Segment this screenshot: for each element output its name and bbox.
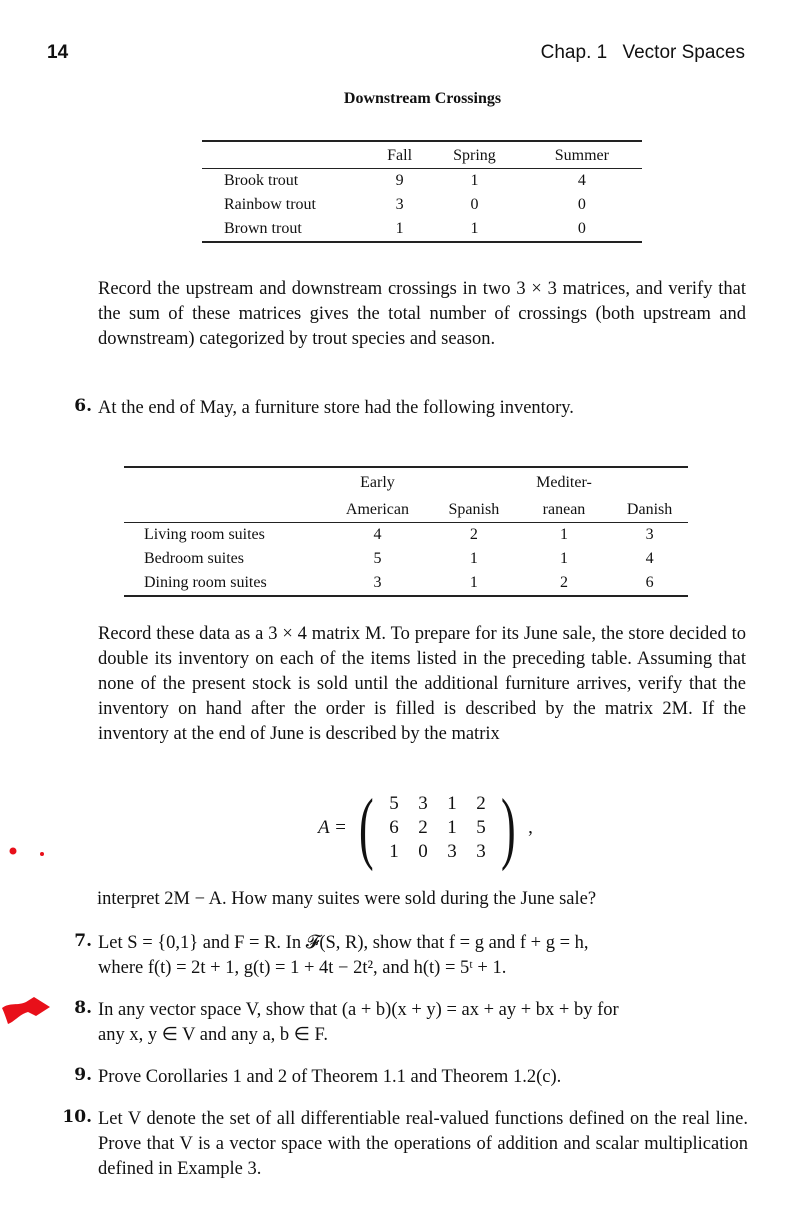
table-cell: 3 bbox=[645, 526, 654, 543]
table-cell: 3 bbox=[373, 574, 382, 591]
item-number: 7. bbox=[74, 931, 92, 951]
item7-line2: where f(t) = 2t + 1, g(t) = 1 + 4t − 2t², and h(t) = 5ᵗ + 1. bbox=[98, 958, 507, 978]
table-cell: 1 bbox=[470, 171, 479, 189]
matrix-entry: 6 bbox=[389, 817, 399, 838]
table-header-row bbox=[202, 141, 642, 169]
column-header: Summer bbox=[522, 141, 642, 169]
table-cell: 1 bbox=[470, 219, 479, 237]
downstream-crossings-table bbox=[202, 140, 642, 243]
matrix-trailing-comma: , bbox=[528, 817, 533, 838]
chapter-title: Vector Spaces bbox=[622, 42, 745, 63]
table-row bbox=[202, 169, 642, 194]
item8-line1: In any vector space V, show that (a + b)(x + y) = ax + ay + bx + by for bbox=[98, 1000, 619, 1020]
red-ink-dots-icon bbox=[8, 844, 48, 864]
item-number: 6. bbox=[74, 396, 92, 416]
matrix-entry: 1 bbox=[447, 793, 457, 814]
row-label: Bedroom suites bbox=[144, 550, 244, 567]
table-row bbox=[124, 571, 688, 596]
table-cell: 0 bbox=[577, 219, 586, 237]
matrix-entry: 5 bbox=[476, 817, 486, 838]
column-header-line2: ranean bbox=[517, 495, 611, 523]
running-head bbox=[541, 42, 745, 64]
item-number: 9. bbox=[74, 1065, 92, 1085]
column-header-line2: American bbox=[324, 495, 431, 523]
matrix-a-equation bbox=[318, 784, 533, 872]
column-header: Spring bbox=[427, 141, 522, 169]
table-row bbox=[202, 193, 642, 217]
item6-paragraph: Record these data as a 3 × 4 matrix M. To prepare for its June sale, the store decided to double its inventory on each of the items listed in the preceding table. Assuming that none of the present stock is sold until the additional furniture arrives, verify that the inventory on hand after the order is filled is described by the matrix 2M. If the inventory at the end of June is described by the matrix bbox=[98, 624, 746, 744]
page-number: 14 bbox=[47, 42, 69, 63]
matrix-a bbox=[379, 792, 495, 864]
item5-paragraph: Record the upstream and downstream crossings in two 3 × 3 matrices, and verify that the sum of these matrices gives the total number of crossings (both upstream and downstream) categorized by trout species and season. bbox=[98, 279, 746, 349]
column-header-line1 bbox=[611, 467, 688, 495]
column-header-line2: Danish bbox=[611, 495, 688, 523]
header-empty bbox=[202, 141, 372, 169]
matrix-entry: 0 bbox=[418, 841, 428, 862]
row-label: Living room suites bbox=[144, 526, 265, 543]
column-header-line1 bbox=[431, 467, 517, 495]
left-paren: ( bbox=[358, 784, 374, 872]
table-cell: 5 bbox=[373, 550, 382, 567]
matrix-entry: 1 bbox=[389, 841, 399, 862]
matrix-entry: 2 bbox=[476, 793, 486, 814]
table-cell: 2 bbox=[559, 574, 568, 591]
header-empty bbox=[124, 495, 324, 523]
table-cell: 0 bbox=[470, 195, 479, 213]
matrix-entry: 3 bbox=[418, 793, 428, 814]
table-cell: 4 bbox=[373, 526, 382, 543]
item8-line2: any x, y ∈ V and any a, b ∈ F. bbox=[98, 1025, 328, 1045]
matrix-lhs: A = bbox=[318, 817, 347, 838]
table-cell: 1 bbox=[395, 219, 404, 237]
table-row bbox=[124, 523, 688, 548]
table-cell: 6 bbox=[645, 574, 654, 591]
column-header-line2: Spanish bbox=[431, 495, 517, 523]
matrix-entry: 2 bbox=[418, 817, 428, 838]
downstream-table-title: Downstream Crossings bbox=[343, 90, 502, 107]
right-paren: ) bbox=[501, 784, 517, 872]
table-header-row bbox=[124, 495, 688, 523]
table-cell: 1 bbox=[559, 550, 568, 567]
table-cell: 1 bbox=[469, 574, 478, 591]
column-header: Fall bbox=[372, 141, 427, 169]
item9-text: Prove Corollaries 1 and 2 of Theorem 1.1 and Theorem 1.2(c). bbox=[98, 1067, 562, 1087]
table-cell: 3 bbox=[395, 195, 404, 213]
table-cell: 1 bbox=[559, 526, 568, 543]
item-number: 10. bbox=[62, 1107, 92, 1127]
row-label: Brook trout bbox=[224, 171, 299, 189]
table-cell: 1 bbox=[469, 550, 478, 567]
item7-line1: Let S = {0,1} and F = R. In 𝓕(S, R), show that f = g and f + g = h, bbox=[98, 933, 589, 953]
item6-intro: At the end of May, a furniture store had the following inventory. bbox=[98, 398, 574, 418]
column-header-line1: Mediter- bbox=[536, 474, 592, 491]
item6-closing: interpret 2M − A. How many suites were sold during the June sale? bbox=[97, 889, 597, 909]
item-number: 8. bbox=[74, 998, 92, 1018]
chapter-label: Chap. 1 bbox=[540, 42, 608, 63]
row-label: Dining room suites bbox=[144, 574, 267, 591]
column-header-line1: Early bbox=[360, 474, 395, 491]
hand-drawn-red-arrow-icon bbox=[0, 992, 52, 1028]
matrix-entry: 5 bbox=[389, 793, 399, 814]
matrix-entry: 3 bbox=[476, 841, 486, 862]
table-row bbox=[202, 217, 642, 242]
table-cell: 4 bbox=[645, 550, 654, 567]
table-cell: 4 bbox=[577, 171, 586, 189]
row-label: Brown trout bbox=[224, 219, 302, 237]
matrix-entry: 3 bbox=[447, 841, 457, 862]
furniture-inventory-table bbox=[124, 466, 688, 597]
table-cell: 0 bbox=[577, 195, 586, 213]
row-label: Rainbow trout bbox=[224, 195, 316, 213]
item10-text: Let V denote the set of all differentiable real-valued functions defined on the real line. Prove that V is a vector space with the operations of addition and scalar multiplication defined in Example 3. bbox=[98, 1109, 748, 1179]
table-cell: 2 bbox=[469, 526, 478, 543]
table-cell: 9 bbox=[395, 171, 404, 189]
header-empty bbox=[124, 467, 324, 495]
matrix-entry: 1 bbox=[447, 817, 457, 838]
table-row bbox=[124, 547, 688, 571]
table-header-row bbox=[124, 467, 688, 495]
